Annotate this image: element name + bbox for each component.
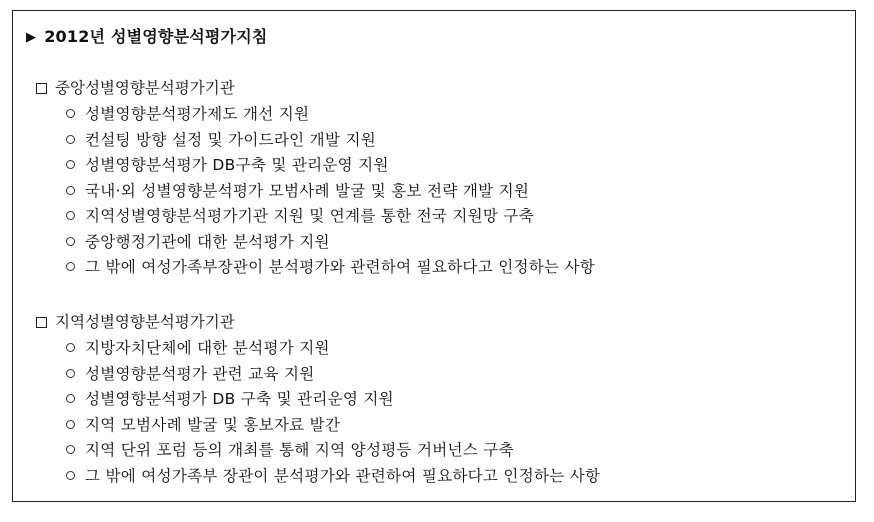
section-central-agency: [36, 76, 595, 281]
triangle-right-icon: ▶: [26, 30, 37, 45]
list-item: [66, 204, 595, 230]
list-item: [66, 153, 595, 179]
circle-bullet-icon: [66, 186, 75, 195]
document-title-text: 2012년 성별영향분석평가지침: [44, 27, 268, 46]
list-item-text: 국내·외 성별영향분석평가 모범사례 발굴 및 홍보 전략 개발 지원: [85, 181, 530, 200]
list-item: [66, 464, 600, 490]
section-heading-text: 지역성별영향분석평가기관: [55, 313, 235, 331]
circle-bullet-icon: [66, 109, 75, 118]
circle-bullet-icon: [66, 369, 75, 378]
list-item: [66, 387, 600, 413]
list-item: [66, 362, 600, 388]
list-item: [66, 438, 600, 464]
circle-bullet-icon: [66, 160, 75, 169]
item-list: [66, 336, 600, 489]
list-item: [66, 413, 600, 439]
list-item-text: 지역성별영향분석평가기관 지원 및 연계를 통한 전국 지원망 구축: [85, 207, 534, 225]
circle-bullet-icon: [66, 343, 75, 352]
list-item-text: 컨설팅 방향 설정 및 가이드라인 개발 지원: [85, 130, 377, 149]
checkbox-square-icon: [36, 83, 47, 94]
section-heading: [36, 310, 600, 334]
circle-bullet-icon: [66, 445, 75, 454]
item-list: [66, 102, 595, 281]
list-item-text: 그 밖에 여성가족부 장관이 분석평가와 관련하여 필요하다고 인정하는 사항: [85, 466, 601, 485]
list-item-text: 그 밖에 여성가족부장관이 분석평가와 관련하여 필요하다고 인정하는 사항: [85, 258, 596, 276]
circle-bullet-icon: [66, 211, 75, 220]
list-item-text: 성별영향분석평가 DB구축 및 관리운영 지원: [85, 156, 389, 174]
section-regional-agency: [36, 310, 600, 489]
list-item: [66, 128, 595, 154]
list-item: [66, 179, 595, 205]
list-item-text: 지역 모범사례 발굴 및 홍보자료 발간: [85, 415, 341, 434]
circle-bullet-icon: [66, 394, 75, 403]
circle-bullet-icon: [66, 262, 75, 271]
circle-bullet-icon: [66, 471, 75, 480]
list-item-text: 지역 단위 포럼 등의 개최를 통해 지역 양성평등 거버넌스 구축: [85, 441, 514, 459]
list-item: [66, 255, 595, 281]
section-heading-text: 중앙성별영향분석평가기관: [55, 79, 235, 97]
list-item: [66, 102, 595, 128]
document-title: [26, 24, 268, 47]
list-item-text: 성별영향분석평가 DB 구축 및 관리운영 지원: [85, 390, 394, 408]
list-item: [66, 230, 595, 256]
list-item-text: 중앙행정기관에 대한 분석평가 지원: [85, 232, 330, 251]
list-item-text: 지방자치단체에 대한 분석평가 지원: [85, 339, 330, 357]
list-item-text: 성별영향분석평가제도 개선 지원: [85, 105, 310, 123]
list-item-text: 성별영향분석평가 관련 교육 지원: [85, 364, 315, 383]
circle-bullet-icon: [66, 420, 75, 429]
circle-bullet-icon: [66, 237, 75, 246]
list-item: [66, 336, 600, 362]
checkbox-square-icon: [36, 317, 47, 328]
circle-bullet-icon: [66, 135, 75, 144]
section-heading: [36, 76, 595, 100]
